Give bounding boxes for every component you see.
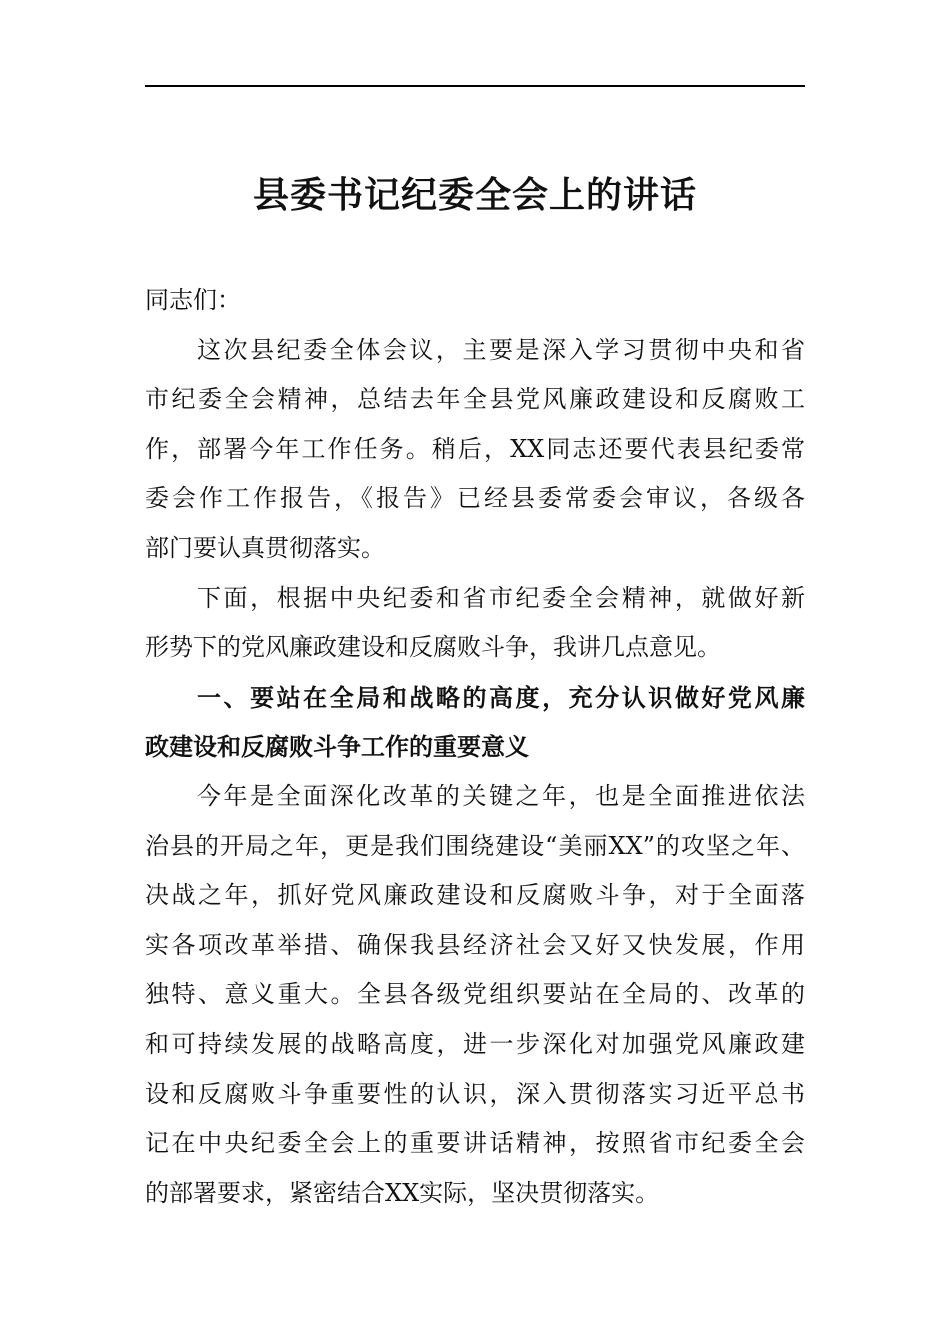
text-line: 设和反腐败斗争重要性的认识，深入贯彻落实习近平总书 — [145, 1079, 805, 1108]
text-line: 这次县纪委全体会议，主要是深入学习贯彻中央和省 — [197, 335, 805, 364]
text-line: 独特、意义重大。全县各级党组织要站在全局的、改革的 — [145, 980, 805, 1009]
text-line: 作，部署今年工作任务。稍后，XX同志还要代表县纪委常 — [145, 434, 805, 463]
text-line: 实各项改革举措、确保我县经济社会又好又快发展，作用 — [145, 930, 805, 959]
text-line: 的部署要求，紧密结合XX实际，坚决贯彻落实。 — [145, 1178, 660, 1207]
paragraph-significance — [145, 772, 805, 1218]
section-heading-1 — [145, 673, 805, 772]
heading-line: 一、要站在全局和战略的高度，充分认识做好党风廉 — [197, 682, 805, 712]
paragraph-outline — [145, 574, 805, 673]
text-line: 委会作工作报告，《报告》已经县委常委会审议，各级各 — [145, 484, 805, 513]
text-line: 记在中央纪委全会上的重要讲话精神，按照省市纪委全会 — [145, 1129, 805, 1158]
text-line: 市纪委全会精神，总结去年全县党风廉政建设和反腐败工 — [145, 385, 805, 414]
document-title: 县委书记纪委全会上的讲话 — [252, 174, 697, 216]
salutation: 同志们： — [145, 286, 241, 314]
text-line: 治县的开局之年，更是我们围绕建设“美丽XX”的攻坚之年、 — [145, 831, 805, 860]
document-body — [145, 276, 805, 1218]
header-rule — [145, 85, 805, 87]
heading-line: 政建设和反腐败斗争工作的重要意义 — [145, 732, 529, 762]
text-line: 决战之年，抓好党风廉政建设和反腐败斗争，对于全面落 — [145, 881, 805, 910]
text-line: 下面，根据中央纪委和省市纪委全会精神，就做好新 — [197, 583, 805, 612]
text-line: 今年是全面深化改革的关键之年，也是全面推进依法 — [197, 781, 805, 810]
paragraph-intro — [145, 326, 805, 574]
text-line: 形势下的党风廉政建设和反腐败斗争，我讲几点意见。 — [145, 633, 721, 662]
text-line: 和可持续发展的战略高度，进一步深化对加强党风廉政建 — [145, 1029, 805, 1058]
text-line: 部门要认真贯彻落实。 — [145, 533, 385, 562]
